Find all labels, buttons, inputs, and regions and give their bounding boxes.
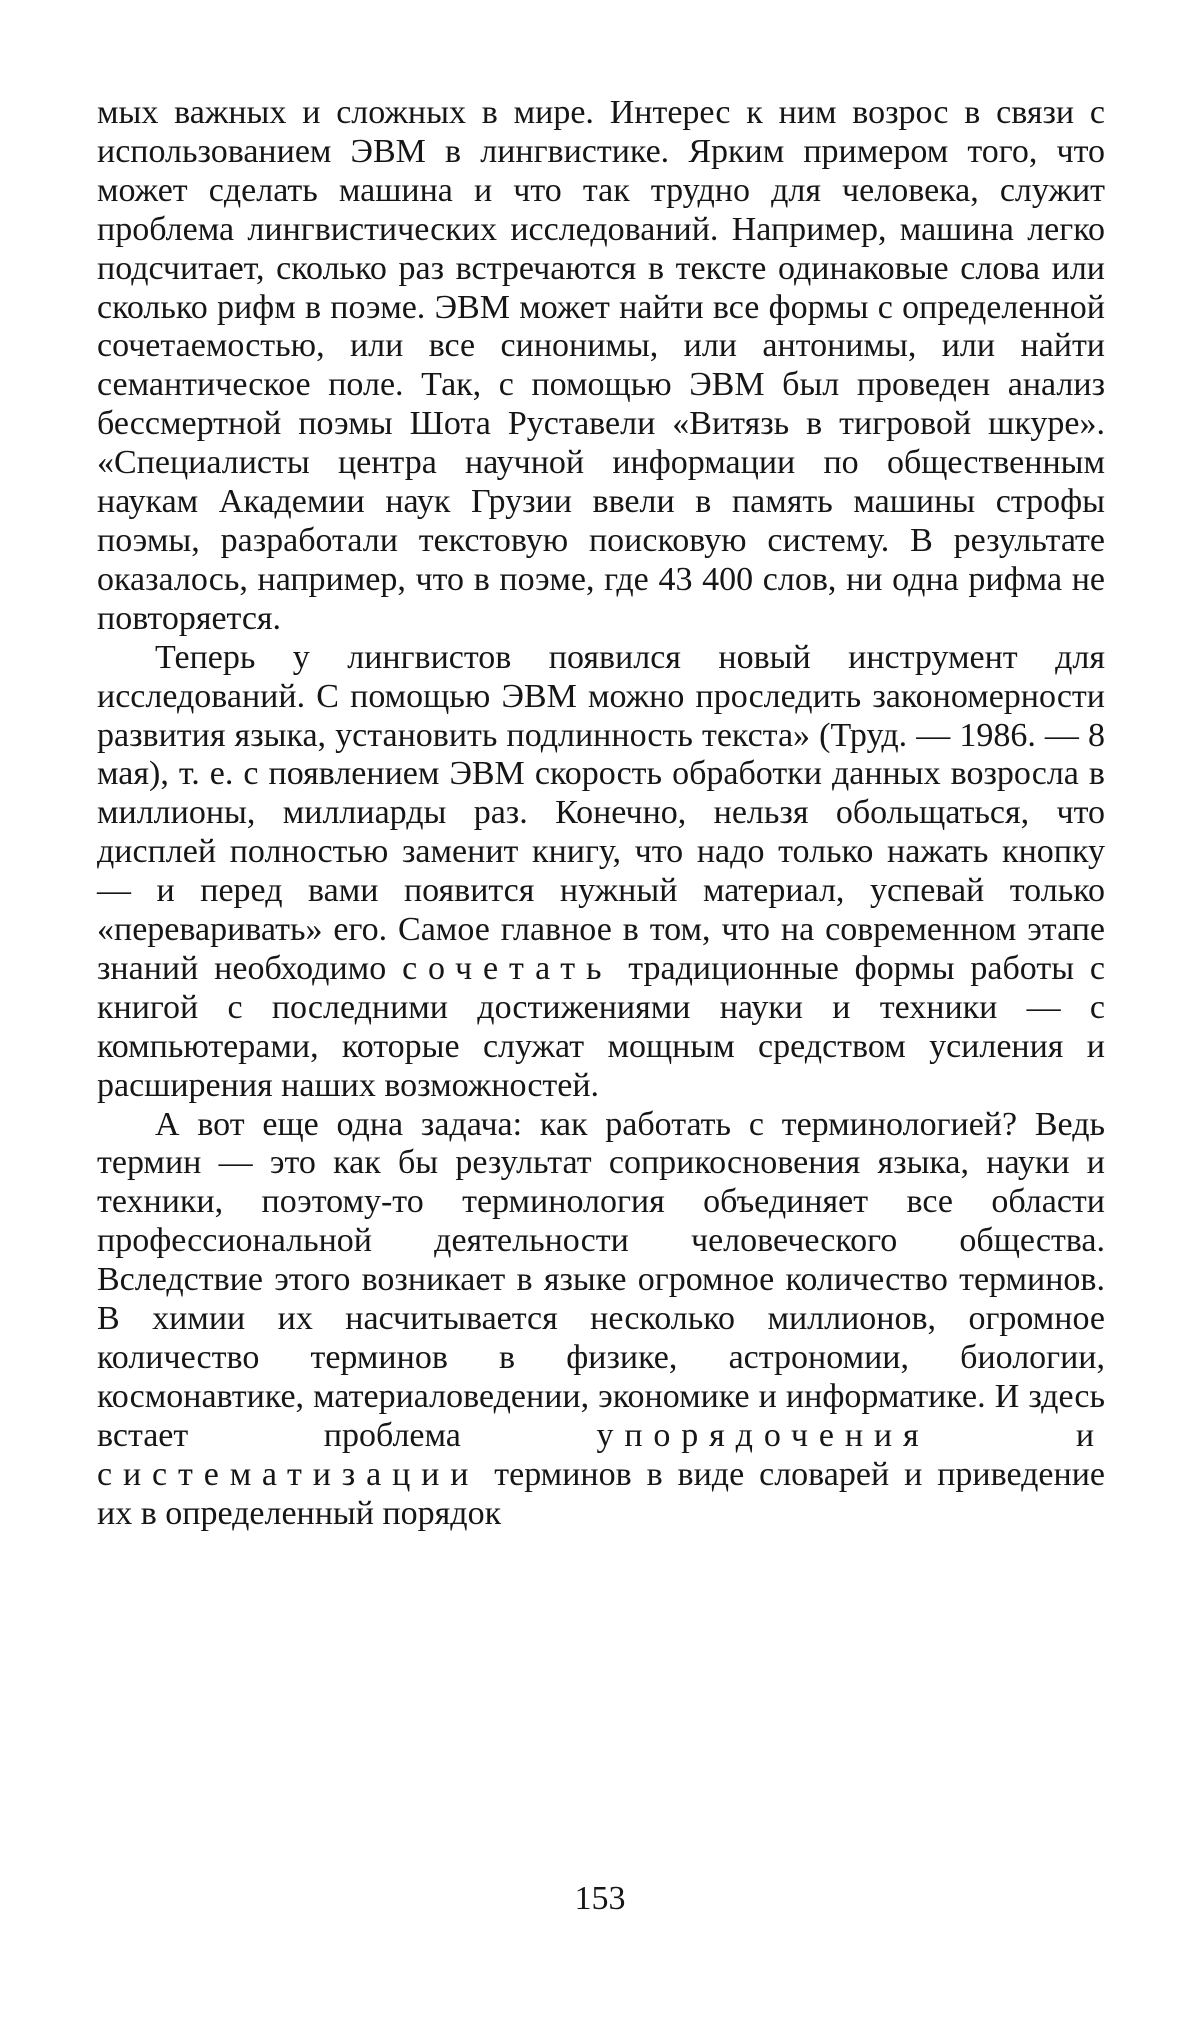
paragraph-2 — [97, 639, 1105, 1106]
paragraph-text: традиционные формы работы с книгой с последними достижениями науки и техники — с компьютерами, которые служат мощным средством усиления и расширения наших возможностей. — [97, 949, 1106, 1104]
paragraph-text: мых важных и сложных в мире. Интерес к ним возрос в связи с использованием ЭВМ в лингвистике. Ярким примером того, что может сделать машина и что так трудно для человека, служит проблема лингвистических исследований. Например, машина легко подсчитает, сколько раз встречаются в тексте одинаковые слова или сколько рифм в поэме. ЭВМ может найти все формы с определенной сочетаемостью, или все синонимы, или антонимы, или найти семантическое поле. Так, с помощью ЭВМ был проведен анализ бессмертной поэмы Шота Руставели «Витязь в тигровой шкуре». «Специалисты центра научной информации по общественным наукам Академии наук Грузии ввели в память машины строфы поэмы, разработали текстовую поисковую систему. В результате оказалось, например, что в поэме, где 43 400 слов, ни одна рифма не повторяется. — [97, 94, 1105, 637]
paragraph-text: Теперь у лингвистов появился новый инструмент для исследований. С помощью ЭВМ можно проследить закономерности развития языка, установить подлинность текста» (Труд. — 1986. — 8 мая), т. е. с появлением ЭВМ скорость обработки данных возросла в миллионы, миллиарды раз. Конечно, нельзя обольщаться, что дисплей полностью заменит книгу, что надо только нажать кнопку — и перед вами появится нужный материал, успевай только «переваривать» его. Самое главное в том, что на современном этапе знаний необходимо — [97, 638, 1105, 987]
emphasized-word: сочетать — [402, 949, 613, 987]
paragraph-text: А вот еще одна задача: как работать с терминологией? Ведь термин — это как бы результат соприкосновения языка, науки и техники, поэтому-то терминология объединяет все области профессиональной деятельности человеческого общества. Вследствие этого возникает в языке огромное количество терминов. В химии их насчитывается несколько миллионов, огромное количество терминов в физике, астрономии, биологии, космонавтике, материаловедении, экономике и информатике. И здесь встает проблема — [97, 1105, 1105, 1454]
paragraph-1 — [97, 94, 1105, 639]
page-body — [97, 94, 1105, 1534]
page-number: 153 — [574, 1880, 626, 1917]
paragraph-3 — [97, 1106, 1105, 1534]
paragraph-text: терминов в виде словарей и приведение их в определенный порядок — [97, 1455, 1105, 1532]
emphasized-phrase: упорядочения и систематизации — [97, 1416, 1105, 1493]
